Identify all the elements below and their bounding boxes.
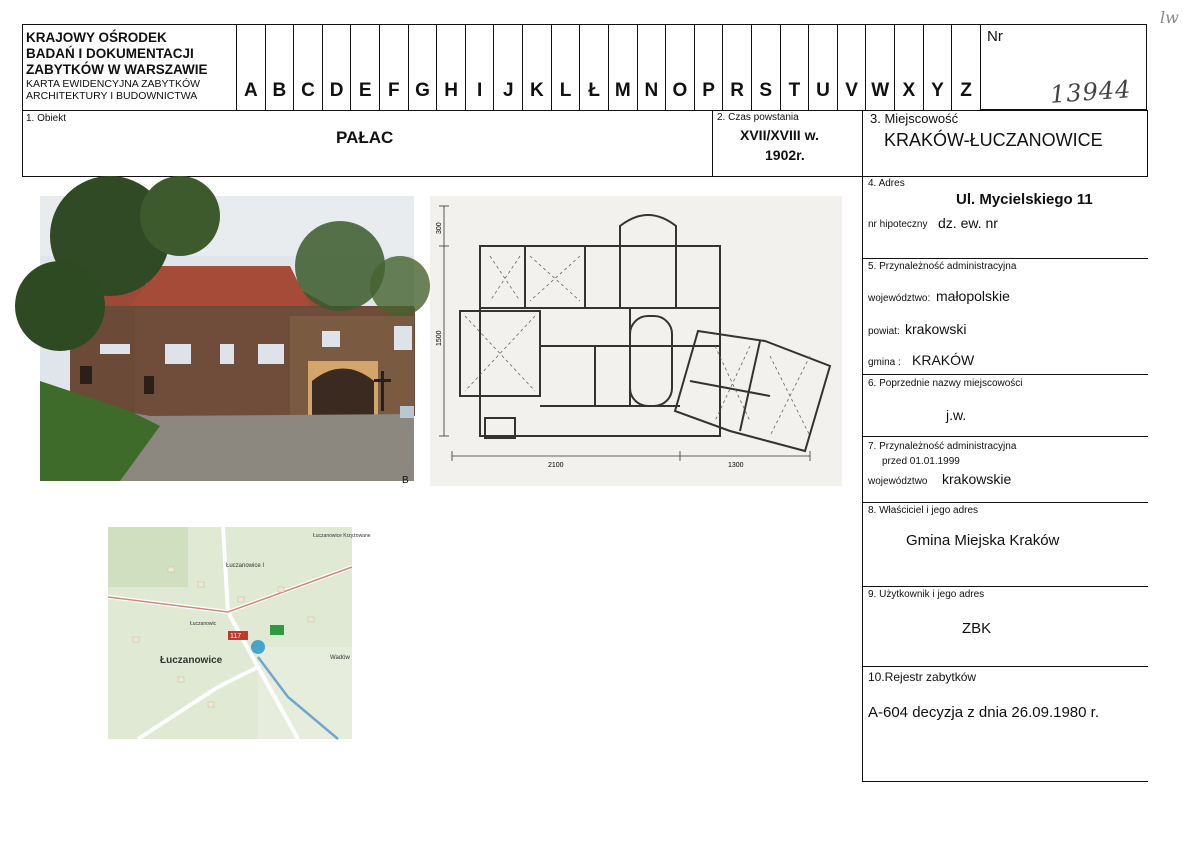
institution-block — [26, 30, 236, 102]
map-label-117: 117 — [230, 633, 242, 640]
frame-admin-bottom — [862, 374, 1148, 375]
rejestr-label: 10.Rejestr zabytków — [868, 670, 977, 684]
woj-przed-label: województwo — [868, 476, 928, 487]
letter-cell: P — [694, 24, 723, 110]
palace-photo — [40, 196, 414, 481]
powiat-label: powiat: — [868, 326, 900, 337]
czas-value1: XVII/XVIII w. — [740, 127, 819, 143]
letter-cell: R — [722, 24, 751, 110]
czas-label: 2. Czas powstania — [717, 112, 799, 123]
corner-mark: lw — [1160, 8, 1179, 27]
letter-cell: F — [379, 24, 408, 110]
letter-cell: K — [522, 24, 551, 110]
photo-caption: B — [402, 475, 409, 486]
letter-cell: Y — [923, 24, 952, 110]
letter-cell: H — [436, 24, 465, 110]
miejscowosc-value: KRAKÓW-ŁUCZANOWICE — [884, 130, 1103, 150]
frame-row1-bottom — [22, 176, 1148, 177]
dim-left-mid: 1500 — [436, 330, 443, 346]
palace-photo-drawing — [40, 196, 414, 481]
letter-cell: S — [751, 24, 780, 110]
wlasciciel-label: 8. Właściciel i jego adres — [868, 505, 979, 516]
frame-wlasc-bottom — [862, 586, 1148, 587]
letter-cell: B — [265, 24, 294, 110]
uzytkownik-value: ZBK — [962, 620, 992, 637]
map-town-label: Łuczanowice — [160, 655, 223, 666]
hipoteczny-value: dz. ew. nr — [938, 215, 998, 231]
rejestr-value: A-604 decyzja z dnia 26.09.1980 r. — [868, 704, 1099, 721]
letter-cell: U — [808, 24, 837, 110]
wojewodztwo-value: małopolskie — [936, 288, 1010, 304]
uzytkownik-label: 9. Użytkownik i jego adres — [868, 589, 985, 600]
hipoteczny-label: nr hipoteczny — [868, 219, 928, 230]
card-line2: ARCHITEKTURY I BUDOWNICTWA — [26, 90, 198, 102]
map-label-3: Wadów — [330, 655, 350, 661]
admin-przed-label: 7. Przynależność administracyjna — [868, 441, 1017, 452]
dim-bottom-right: 1300 — [728, 462, 744, 469]
map-label-5: Łuczanowic — [190, 621, 217, 627]
map-label-1: Łuczanowice I — [226, 563, 265, 569]
nr-value: 13944 — [1049, 75, 1133, 109]
frame-rejestr-bottom — [862, 781, 1148, 782]
powiat-value: krakowski — [905, 321, 967, 337]
frame-uzytk-bottom — [862, 666, 1148, 667]
admin-label: 5. Przynależność administracyjna — [868, 261, 1017, 272]
frame-obiekt-right — [712, 110, 713, 176]
gmina-value: KRAKÓW — [912, 352, 975, 368]
letter-cell: C — [293, 24, 322, 110]
dim-left-top: 300 — [436, 222, 443, 234]
frame-poprz-bottom — [862, 436, 1148, 437]
poprzednie-label: 6. Poprzednie nazwy miejscowości — [868, 378, 1023, 389]
letter-cell: X — [894, 24, 923, 110]
gmina-label: gmina : — [868, 357, 901, 368]
letter-cell: Z — [951, 24, 980, 110]
letter-cell: A — [236, 24, 265, 110]
letter-cell: I — [465, 24, 494, 110]
obiekt-value: PAŁAC — [336, 128, 394, 147]
letter-cell: M — [608, 24, 637, 110]
letter-cell: Ł — [579, 24, 608, 110]
poprzednie-value: j.w. — [946, 407, 967, 423]
admin-przed-sub: przed 01.01.1999 — [882, 456, 960, 467]
obiekt-label: 1. Obiekt — [26, 113, 67, 124]
floor-plan — [430, 196, 842, 486]
czas-value2: 1902r. — [765, 147, 805, 163]
letters-row — [236, 24, 980, 110]
letter-cell: J — [493, 24, 522, 110]
dim-bottom-left: 2100 — [548, 462, 564, 469]
institution-line1: KRAJOWY OŚRODEK — [26, 30, 167, 45]
letter-cell: G — [408, 24, 437, 110]
floor-plan-drawing — [430, 196, 842, 486]
adres-value: Ul. Mycielskiego 11 — [956, 191, 1093, 208]
wojewodztwo-label: województwo: — [868, 293, 931, 304]
miejscowosc-label: 3. Miejscowość — [870, 111, 959, 126]
frame-right — [1147, 110, 1148, 176]
frame-left — [22, 24, 23, 176]
frame-header-bottom — [22, 110, 1148, 111]
woj-przed-value: krakowskie — [942, 471, 1012, 487]
location-map-drawing — [108, 527, 371, 739]
letter-cell: L — [551, 24, 580, 110]
letter-cell: V — [837, 24, 866, 110]
letter-cell: E — [350, 24, 379, 110]
location-map — [108, 527, 371, 739]
frame-adres-bottom — [862, 258, 1148, 259]
map-label-2: Łuczanowice Krzyżowane — [313, 533, 371, 539]
institution-line2: BADAŃ I DOKUMENTACJI — [26, 46, 194, 61]
letter-cell: W — [865, 24, 894, 110]
letter-cell: O — [665, 24, 694, 110]
letter-cell: D — [322, 24, 351, 110]
card-line1: KARTA EWIDENCYJNA ZABYTKÓW — [26, 78, 201, 90]
frame-czas-right — [862, 110, 863, 782]
institution-line3: ZABYTKÓW W WARSZAWIE — [26, 62, 208, 77]
adres-label: 4. Adres — [868, 178, 905, 189]
letter-cell: T — [780, 24, 809, 110]
wlasciciel-value: Gmina Miejska Kraków — [906, 532, 1060, 549]
nr-label: Nr — [987, 28, 1003, 45]
letter-cell: N — [637, 24, 666, 110]
frame-przed-bottom — [862, 502, 1148, 503]
